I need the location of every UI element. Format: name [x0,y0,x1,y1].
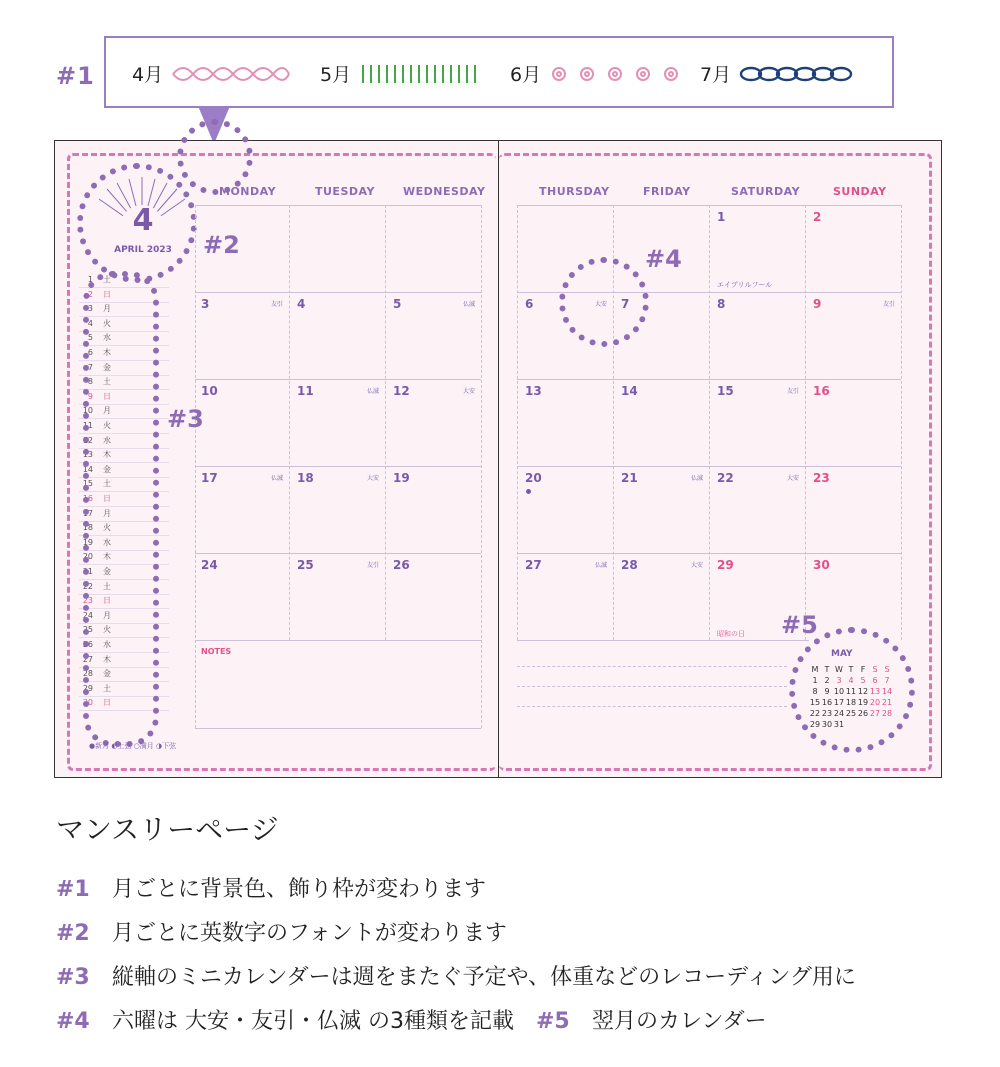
grid-line [195,292,481,293]
rokuyo-label: 仏滅 [367,388,380,395]
swatch-june [510,60,679,87]
next-month-day [881,720,893,729]
mini-calendar-day: 6 [87,348,93,357]
date-cell: 3 [201,297,210,311]
feature-text: 翌月のカレンダー [592,1009,767,1034]
notes-line [517,686,787,687]
mini-calendar-day: 19 [82,537,93,547]
mini-calendar-day: 24 [82,610,93,620]
mini-calendar-weekday: 土 [103,581,111,591]
mini-calendar-weekday: 水 [103,537,111,547]
next-month-day: 23 [821,709,833,718]
next-month-weekday: T [824,665,830,674]
right-page [499,141,941,777]
highlight-circle-2 [77,163,197,283]
weekday-wednesday: WEDNESDAY [403,185,486,198]
notes-label: NOTES [201,647,232,656]
tag-4: #4 [645,245,682,273]
wave-pattern-icon [171,63,291,85]
date-cell: 29 [717,558,734,572]
next-month-day: 5 [860,676,866,685]
weekday-thursday: THURSDAY [539,185,610,198]
mini-calendar-weekday: 金 [103,567,111,576]
next-month-weekday: F [860,665,866,674]
swatch-may [320,60,483,87]
feature-number: #3 [56,965,90,990]
mini-calendar-day: 23 [82,596,93,606]
mini-calendar-weekday: 木 [103,654,111,664]
mini-calendar-weekday: 火 [103,421,111,430]
grid-vline [517,205,518,640]
date-cell: 18 [297,471,314,485]
date-cell: 8 [717,297,726,311]
tag-5: #5 [781,611,818,639]
mini-calendar-weekday: 火 [103,523,111,533]
grid-line [517,640,809,641]
mini-calendar-day: 18 [82,523,93,533]
feature-number: #5 [536,1009,570,1034]
spiral-pattern-icon [549,63,679,85]
date-cell: 30 [813,558,830,572]
mini-calendar-day: 30 [82,698,93,708]
date-cell: 6 [525,297,534,311]
date-cell: 9 [813,297,822,311]
chain-pattern-icon [739,63,863,85]
grid-line [195,640,481,641]
date-cell: 24 [201,558,218,572]
grid-vline [709,205,710,640]
mini-calendar-weekday: 金 [103,669,111,679]
next-month-day: 29 [809,720,821,729]
mini-calendar-day: 7 [87,362,93,372]
holiday-note: 昭和の日 [717,630,745,638]
next-month-day: 2 [824,676,830,685]
date-cell: 23 [813,471,830,485]
mini-calendar-day: 1 [87,275,93,284]
mini-calendar-day: 14 [82,464,93,474]
next-month-calendar [809,665,893,729]
date-cell: 17 [201,471,218,485]
rokuyo-label: 友引 [367,562,380,569]
swatch-july-label: 7月 [700,64,732,86]
mini-calendar-day: 29 [82,683,93,693]
mini-calendar-day: 25 [82,625,93,635]
date-cell: 7 [621,297,630,311]
date-cell: 5 [393,297,402,311]
next-month-weekday: W [835,665,843,674]
rokuyo-label: 大安 [595,301,608,308]
mini-calendar-weekday: 日 [103,494,111,503]
rokuyo-label: 友引 [787,388,800,395]
date-cell: 19 [393,471,410,485]
mini-calendar-day: 26 [82,640,93,649]
feature-number: #1 [56,877,90,902]
mini-calendar-day: 13 [82,450,93,460]
next-month-weekday: S [884,665,890,674]
grid-line [195,466,481,467]
next-month-day: 10 [833,687,845,696]
swatch-june-label: 6月 [510,64,542,86]
rokuyo-label: 大安 [463,388,476,395]
next-month-day: 20 [869,698,881,707]
mini-calendar-weekday: 金 [103,464,111,474]
swatch-april [132,60,291,87]
date-cell: 1 [717,210,726,224]
next-month-day: 8 [812,687,818,696]
month-number: 4 [132,203,154,238]
feature-text: 月ごとに背景色、飾り枠が変わります [112,877,487,902]
swatch-may-label: 5月 [320,64,352,86]
mini-calendar-weekday: 月 [103,406,111,416]
weekday-tuesday: TUESDAY [315,185,375,198]
mini-calendar-weekday: 木 [103,348,111,357]
mini-calendar-day: 16 [82,494,93,503]
grid-line [195,205,481,206]
feature-item-4 [56,1004,767,1035]
weekday-friday: FRIDAY [643,185,691,198]
weekday-saturday: SATURDAY [731,185,801,198]
mini-calendar-day: 27 [82,654,93,664]
weekday-sunday: SUNDAY [833,185,887,198]
mini-calendar-weekday: 火 [103,318,111,328]
rokuyo-label: 大安 [691,562,704,569]
page-title: マンスリーページ [56,813,279,846]
mini-calendar-day: 9 [87,391,93,401]
holiday-note: エイプリルフール [717,281,773,289]
feature-number: #4 [56,1009,90,1034]
mini-calendar-weekday: 土 [103,683,111,693]
date-cell: 25 [297,558,314,572]
callout-tag-1: #1 [56,62,95,90]
mini-calendar-weekday: 日 [103,698,111,708]
mini-calendar-weekday: 水 [103,640,111,649]
next-month-weekday: T [848,665,854,674]
next-month-day: 11 [845,687,857,696]
grid-line [195,379,481,380]
mini-calendar-day: 17 [82,508,93,518]
rokuyo-label: 大安 [787,475,800,482]
grid-vline [385,205,386,640]
next-month-day [845,720,857,729]
next-month-day: 6 [872,676,878,685]
moon-legend: ●新月 ◐上弦 ○満月 ◑下弦 [89,742,177,750]
grid-vline [805,205,806,640]
next-month-day: 9 [824,687,830,696]
grid-vline [195,205,196,728]
rokuyo-label: 大安 [367,475,380,482]
tag-3: #3 [167,405,204,433]
next-month-day: 24 [833,709,845,718]
mini-calendar-day: 11 [82,421,93,430]
next-month-day: 15 [809,698,821,707]
mini-calendar-weekday: 月 [103,610,111,620]
next-month-day [857,720,869,729]
grid-vline [289,205,290,640]
mini-calendar-weekday: 金 [103,362,111,372]
next-month-day: 1 [812,676,818,685]
next-month-day: 26 [857,709,869,718]
grid-vline [901,205,902,640]
next-month-day: 13 [869,687,881,696]
next-month-day: 31 [833,720,845,729]
rokuyo-label: 友引 [271,301,284,308]
next-month-day: 3 [836,676,842,685]
date-cell: 26 [393,558,410,572]
date-cell: 2 [813,210,822,224]
date-cell: 15 [717,384,734,398]
mini-calendar-weekday: 月 [103,508,111,518]
stripe-pattern-icon [359,62,483,86]
rokuyo-label: 仏滅 [463,301,476,308]
next-month-day: 16 [821,698,833,707]
grid-line [195,553,481,554]
mini-calendar-weekday: 日 [103,289,111,299]
notes-line [517,706,787,707]
tag-2: #2 [203,231,240,259]
highlight-circle-1 [177,119,253,195]
mini-calendar-weekday: 火 [103,625,111,635]
date-cell: 20 [525,471,542,485]
mini-calendar-day: 4 [87,318,93,328]
feature-item-2 [56,916,507,947]
next-month-day: 28 [881,709,893,718]
feature-text: 六曜は 大安・友引・仏滅 の3種類を記載 [112,1009,514,1034]
month-caption: APRIL 2023 [114,245,172,255]
date-cell: 13 [525,384,542,398]
new-moon-icon [526,489,531,494]
mini-calendar-day: 12 [82,435,93,445]
mini-calendar-day: 10 [82,406,93,416]
next-month-day: 17 [833,698,845,707]
highlight-circle-4 [559,257,649,347]
monthly-planner-spread [54,140,942,778]
feature-text: 月ごとに英数字のフォントが変わります [112,921,507,946]
next-month-day [869,720,881,729]
mini-calendar-day: 3 [87,304,93,314]
next-month-day: 7 [884,676,890,685]
mini-calendar-day: 21 [82,567,93,576]
next-month-day: 30 [821,720,833,729]
next-month-day: 14 [881,687,893,696]
mini-calendar-day: 8 [87,377,93,387]
mini-calendar-weekday: 月 [103,304,111,314]
left-page [55,141,499,777]
feature-number: #2 [56,921,90,946]
notes-line [517,666,787,667]
swatch-july [700,60,863,87]
next-month-day: 18 [845,698,857,707]
mini-calendar-weekday: 水 [103,435,111,445]
mini-calendar-day: 5 [87,333,93,343]
next-month-day: 21 [881,698,893,707]
highlight-pill-3 [83,271,159,747]
grid-line [195,728,481,729]
next-month-day: 12 [857,687,869,696]
date-cell: 27 [525,558,542,572]
next-month-day: 19 [857,698,869,707]
rokuyo-label: 友引 [883,301,896,308]
next-month-day: 4 [848,676,854,685]
rokuyo-label: 仏滅 [595,562,608,569]
next-month-day: 25 [845,709,857,718]
mini-calendar-weekday: 水 [103,333,111,343]
swatch-april-label: 4月 [132,64,164,86]
mini-calendar-weekday: 土 [103,479,111,489]
date-cell: 4 [297,297,306,311]
month-pattern-callout [104,36,894,108]
mini-calendar-day: 20 [82,552,93,562]
mini-calendar-day: 22 [82,581,93,591]
mini-calendar-day: 28 [82,669,93,679]
date-cell: 10 [201,384,218,398]
feature-item-3 [56,960,856,991]
mini-calendar-weekday: 木 [103,552,111,562]
next-month-day: 22 [809,709,821,718]
mini-calendar-weekday: 木 [103,450,111,460]
rokuyo-label: 仏滅 [691,475,704,482]
date-cell: 16 [813,384,830,398]
feature-item-1 [56,872,486,903]
weekday-monday: MONDAY [219,185,277,198]
next-month-weekday: M [811,665,819,674]
mini-calendar-weekday: 土 [103,377,111,387]
date-cell: 14 [621,384,638,398]
date-cell: 21 [621,471,638,485]
mini-calendar-weekday: 日 [103,391,111,401]
date-cell: 22 [717,471,734,485]
rokuyo-label: 仏滅 [271,475,284,482]
date-cell: 12 [393,384,410,398]
mini-calendar-weekday: 土 [103,275,111,284]
mini-calendar-day: 2 [87,289,93,299]
date-cell: 28 [621,558,638,572]
mini-calendar-day: 15 [82,479,93,489]
next-month-weekday: S [872,665,878,674]
next-month-title: MAY [831,649,853,659]
date-cell: 11 [297,384,314,398]
mini-calendar-weekday: 日 [103,596,111,606]
grid-vline [481,205,482,728]
next-month-day: 27 [869,709,881,718]
feature-text: 縦軸のミニカレンダーは週をまたぐ予定や、体重などのレコーディング用に [112,965,856,990]
